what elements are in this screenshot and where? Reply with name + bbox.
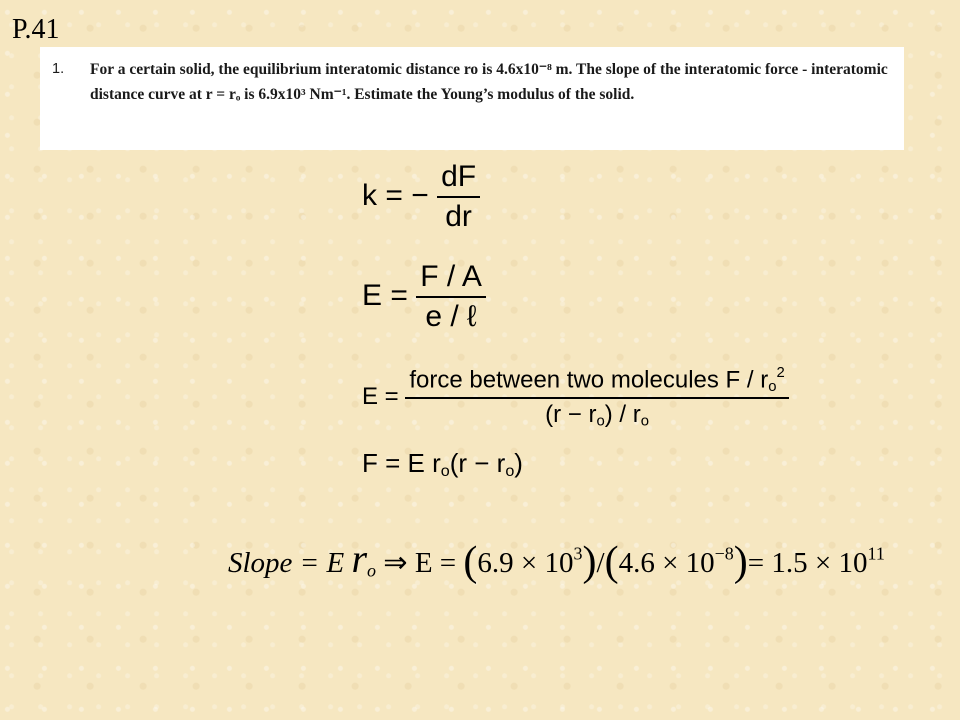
left-paren-1: ( <box>463 539 478 585</box>
final-result: = 1.5 × 10 <box>747 547 868 579</box>
eq3-numerator <box>405 365 788 399</box>
eq2-denominator: e / ℓ <box>425 300 477 333</box>
eq1-denominator: dr <box>445 200 472 233</box>
final-p1: 6.9 × 10 <box>477 547 574 579</box>
right-paren-2: ) <box>733 539 748 585</box>
right-paren-1: ) <box>582 539 597 585</box>
final-p2: 4.6 × 10 <box>618 547 715 579</box>
eq3-num-text: force between two molecules F / r <box>409 366 769 394</box>
final-p2-exp: −8 <box>714 543 734 564</box>
equation-spring-constant <box>362 160 480 234</box>
eq2-numerator: F / A <box>416 260 486 298</box>
equation-molecular-modulus <box>362 365 789 430</box>
eq3-den-sub1: o <box>596 413 605 430</box>
equation-result: Slope = E $r_o$ ⇒ $E = (6.9 \times 10^3)/(4.6 \times 10^{-8})= 1.5 \times 10^{11}$ <box>228 536 885 585</box>
problem-number: 1. <box>52 61 65 77</box>
eq2-fraction <box>416 260 486 334</box>
problem-text: For a certain solid, the equilibrium interatomic distance ro is 4.6x10⁻⁸ m. The slope of the interatomic force - interatomic distance curve at r = rₒ is 6.9x10³ Nm⁻¹. Estimate the Young’s modulus of the solid. <box>90 61 888 103</box>
final-arrow: ⇒ E = <box>383 547 457 579</box>
eq4-sub1: o <box>440 462 450 481</box>
final-result-exp: 11 <box>867 543 885 564</box>
final-r: r <box>351 536 368 581</box>
eq1-fraction <box>437 160 480 234</box>
eq4-a: F = E r <box>362 448 441 478</box>
eq3-num-sup: 2 <box>776 365 785 381</box>
slide-number: P.41 <box>12 14 60 45</box>
eq3-den-sub2: o <box>640 413 650 430</box>
eq3-fraction <box>405 365 788 430</box>
final-slope: Slope = E <box>228 547 345 579</box>
eq1-lhs: k = − <box>362 178 429 212</box>
eq3-denominator <box>405 399 788 430</box>
eq2-lhs: E = <box>362 278 408 312</box>
final-p1-exp: 3 <box>573 543 583 564</box>
problem-statement-box <box>40 47 904 150</box>
eq4-c: ) <box>514 448 523 478</box>
final-r-sub: o <box>367 560 377 581</box>
eq1-numerator: dF <box>437 160 480 198</box>
eq3-den-b: ) / r <box>604 401 641 429</box>
eq4-sub2: o <box>505 462 515 481</box>
eq3-den-a: (r − r <box>545 401 597 429</box>
eq4-b: (r − r <box>449 448 506 478</box>
eq3-num-sub: o <box>768 379 777 396</box>
eq3-lhs: E = <box>362 382 399 410</box>
left-paren-2: ( <box>604 539 619 585</box>
equation-force <box>362 448 523 481</box>
equation-youngs-modulus <box>362 260 486 334</box>
